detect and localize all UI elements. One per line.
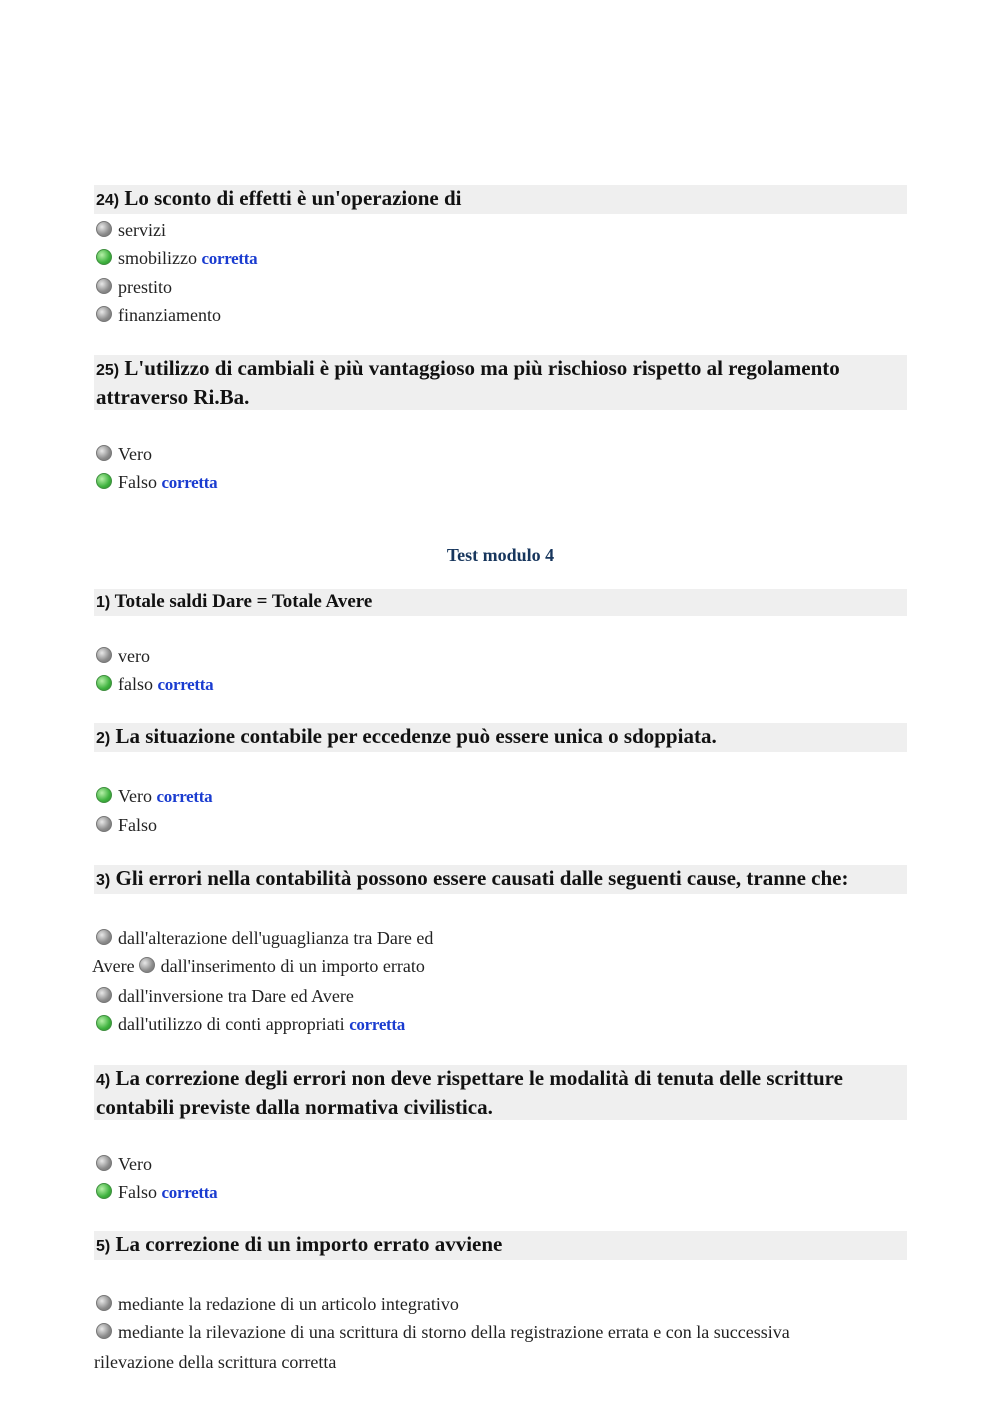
question-number: 4)	[96, 1072, 111, 1089]
answer-option[interactable]: mediante la rilevazione di una scrittura di storno della registrazione errata e con la successiva	[94, 1318, 907, 1346]
answer-list	[94, 1290, 907, 1376]
correct-label: corretta	[349, 1015, 405, 1034]
answer-option[interactable]: Avere dall'inserimento di un importo errato	[92, 956, 425, 976]
radio-icon[interactable]	[96, 445, 112, 461]
question-number: 25)	[96, 362, 120, 379]
answer-option[interactable]: Falso corretta	[94, 468, 907, 497]
radio-selected-icon[interactable]	[96, 1183, 112, 1199]
radio-icon[interactable]	[96, 306, 112, 322]
question-number: 3)	[96, 872, 111, 889]
question-4	[94, 1065, 907, 1120]
question-1	[94, 589, 907, 616]
question-text: La correzione di un importo errato avviene	[115, 1232, 503, 1256]
radio-selected-icon[interactable]	[96, 473, 112, 489]
radio-icon[interactable]	[96, 221, 112, 237]
question-text: Totale saldi Dare = Totale Avere	[114, 591, 373, 612]
question-text: L'utilizzo di cambiali è più vantaggioso ma più rischioso rispetto al regolamento attraverso Ri.Ba.	[96, 356, 840, 409]
radio-icon[interactable]	[96, 816, 112, 832]
radio-icon[interactable]	[96, 1295, 112, 1311]
radio-icon[interactable]	[96, 278, 112, 294]
question-number: 5)	[96, 1238, 111, 1255]
radio-icon[interactable]	[96, 987, 112, 1003]
question-24	[94, 185, 907, 214]
answer-option[interactable]: falso corretta	[94, 670, 907, 699]
radio-icon[interactable]	[139, 957, 155, 973]
answer-option[interactable]: Vero	[94, 440, 907, 468]
correct-label: corretta	[161, 1183, 218, 1202]
question-number: 24)	[96, 192, 120, 209]
answer-option[interactable]: dall'inversione tra Dare ed Avere	[94, 982, 907, 1010]
radio-icon[interactable]	[96, 929, 112, 945]
answer-list	[94, 924, 907, 1039]
answer-option-continued: rilevazione della scrittura corretta	[94, 1352, 337, 1372]
correct-label: corretta	[201, 249, 258, 268]
question-text: La correzione degli errori non deve rispettare le modalità di tenuta delle scritture contabili previste dalla normativa civilistica.	[96, 1066, 843, 1119]
radio-selected-icon[interactable]	[96, 787, 112, 803]
radio-icon[interactable]	[96, 1155, 112, 1171]
radio-selected-icon[interactable]	[96, 249, 112, 265]
radio-selected-icon[interactable]	[96, 1015, 112, 1031]
radio-icon[interactable]	[96, 1323, 112, 1339]
radio-selected-icon[interactable]	[96, 675, 112, 691]
answer-option[interactable]: vero	[94, 642, 907, 670]
answer-option[interactable]: Falso corretta	[94, 1178, 907, 1207]
question-25	[94, 355, 907, 410]
answer-list	[94, 216, 907, 329]
answer-list	[94, 782, 907, 839]
question-5	[94, 1231, 907, 1260]
radio-icon[interactable]	[96, 647, 112, 663]
section-title: Test modulo 4	[446, 545, 555, 565]
answer-option[interactable]: Vero	[94, 1150, 907, 1178]
answer-list	[94, 1150, 907, 1207]
answer-list	[94, 642, 907, 699]
answer-option[interactable]: dall'utilizzo di conti appropriati corretta	[94, 1010, 907, 1039]
question-text: La situazione contabile per eccedenze può essere unica o sdoppiata.	[115, 724, 717, 748]
answer-option[interactable]: Falso	[94, 811, 907, 839]
correct-label: corretta	[161, 473, 218, 492]
question-number: 1)	[96, 594, 111, 611]
question-3	[94, 865, 907, 894]
answer-option[interactable]: finanziamento	[94, 301, 907, 329]
answer-option[interactable]: mediante la redazione di un articolo integrativo	[94, 1290, 907, 1318]
answer-list	[94, 440, 907, 497]
correct-label: corretta	[157, 675, 214, 694]
question-text: Gli errori nella contabilità possono essere causati dalle seguenti cause, tranne che:	[115, 866, 849, 890]
correct-label: corretta	[156, 787, 213, 806]
document-page	[94, 185, 907, 1376]
answer-option[interactable]: Vero corretta	[94, 782, 907, 811]
answer-option[interactable]: smobilizzo corretta	[94, 244, 907, 273]
answer-option[interactable]: servizi	[94, 216, 907, 244]
question-2	[94, 723, 907, 752]
answer-option[interactable]: dall'alterazione dell'uguaglianza tra Dare ed	[94, 924, 907, 952]
answer-option[interactable]: prestito	[94, 273, 907, 301]
question-number: 2)	[96, 730, 111, 747]
question-text: Lo sconto di effetti è un'operazione di	[124, 186, 462, 210]
